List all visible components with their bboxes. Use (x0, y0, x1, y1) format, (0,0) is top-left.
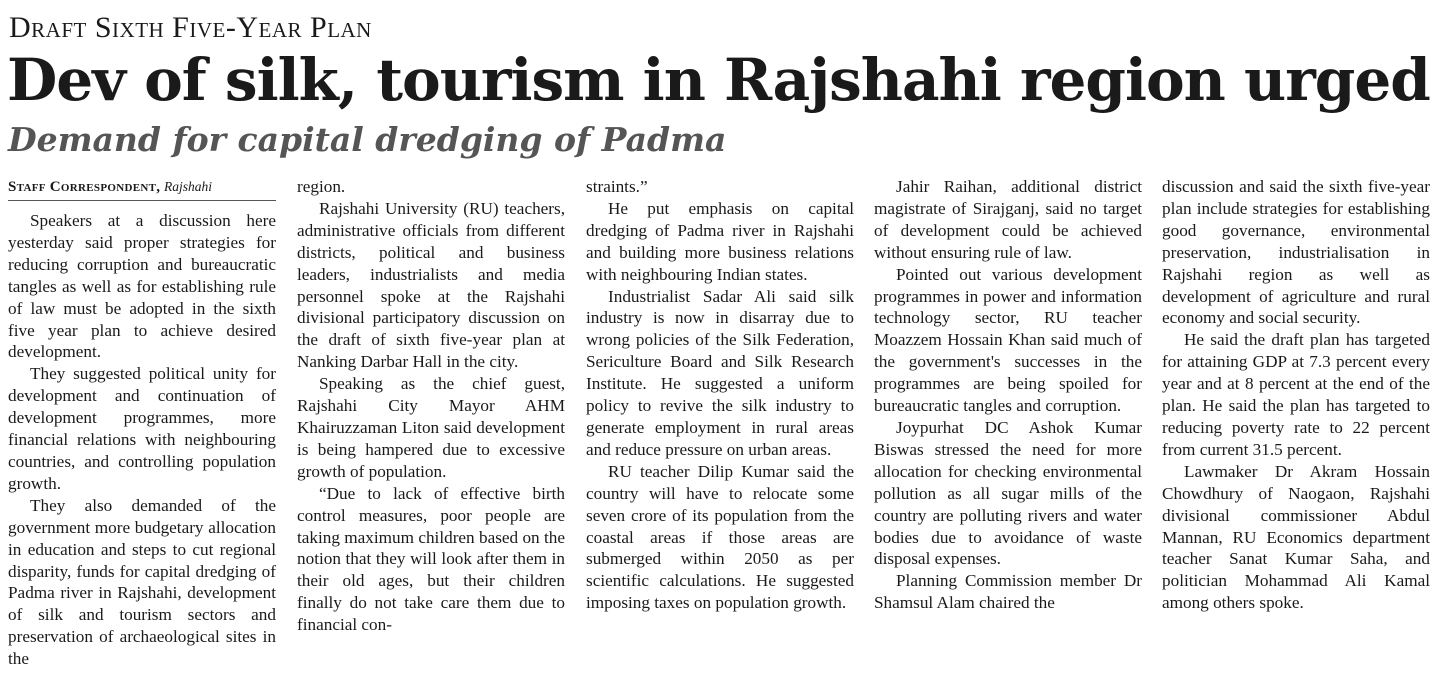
paragraph: Industrialist Sadar Ali said silk industry is now in disarray due to wrong policies of the Silk Federation, Sericulture Board and Silk Research Institute. He suggested a uniform policy to revive the silk industry to generate employment in rural areas and reduce pressure on urban areas. (586, 286, 854, 459)
byline (8, 176, 276, 201)
paragraph: They also demanded of the government more budgetary allocation in education and steps to cut regional disparity, funds for capital dredging of Padma river in Rajshahi, development of silk and tourism sectors and preservation of archaeological sites in the (8, 495, 276, 669)
paragraph: Jahir Raihan, additional district magistrate of Sirajganj, said no target of development could be achieved without ensuring rule of law. (874, 177, 1142, 262)
column-3 (586, 176, 854, 682)
paragraph: He said the draft plan has targeted for attaining GDP at 7.3 percent every year and at 8 percent at the end of the plan. He said the plan has targeted to reducing poverty rate to 22 percent from current 31.5 percent. (1162, 330, 1430, 459)
paragraph: Lawmaker Dr Akram Hossain Chowdhury of Naogaon, Rajshahi divisional commissioner Abdul Mannan, RU Economics department teacher Sanat Kumar Saha, and politician Mohammad Ali Kamal among others spoke. (1162, 461, 1430, 613)
paragraph: Joypurhat DC Ashok Kumar Biswas stressed the need for more allocation for checking environmental pollution as all sugar mills of the country are polluting rivers and water bodies due to avoidance of waste disposal expenses. (874, 417, 1142, 569)
byline-name: Staff Correspondent, (8, 179, 161, 195)
column-5 (1162, 176, 1430, 682)
paragraph: He put emphasis on capital dredging of Padma river in Rajshahi and building more business relations with neighbouring Indian states. (586, 198, 854, 284)
paragraph: Planning Commission member Dr Shamsul Alam chaired the (874, 571, 1142, 613)
subheadline: Demand for capital dredging of Padma (8, 120, 727, 159)
column-2 (297, 176, 565, 682)
paragraph: Pointed out various development programmes in power and information technology sector, RU teacher Moazzem Hossain Khan said much of the government's successes in the programmes are being spoiled for bureaucratic tangles and corruption. (874, 264, 1142, 416)
paragraph-continued: discussion and said the sixth five-year plan include strategies for establishing good governance, environmental preservation, industrialisation in Rajshahi region as well as development of agriculture and rural economy and social security. (1162, 177, 1430, 328)
byline-place: Rajshahi (164, 179, 213, 194)
column-4 (874, 176, 1142, 682)
paragraph: They suggested political unity for development and continuation of development programmes, more financial relations with neighbouring countries, and controlling population growth. (8, 364, 276, 493)
paragraph-continued: straints.” (586, 177, 648, 196)
kicker: Draft Sixth Five-Year Plan (9, 11, 372, 44)
paragraph: Speakers at a discussion here yesterday said proper strategies for reducing corruption and bureaucratic tangles as well as for establishing rule of law must be adopted in the sixth five year plan to achieve desired development. (8, 211, 276, 362)
paragraph: “Due to lack of effective birth control measures, poor people are taking maximum children based on the notion that they will look after them in their old ages, but their children finally do not take care them due to financial con- (297, 483, 565, 635)
headline: Dev of silk, tourism in Rajshahi region urged (7, 46, 1430, 114)
paragraph: RU teacher Dilip Kumar said the country will have to relocate some seven crore of its population from the coastal areas if those areas are submerged within 2050 as per scientific calculations. He suggested imposing taxes on population growth. (586, 461, 854, 613)
paragraph: Rajshahi University (RU) teachers, administrative officials from different districts, political and business leaders, industrialists and media personnel spoke at the Rajshahi divisional participatory discussion on the draft of sixth five-year plan at Nanking Darbar Hall in the city. (297, 198, 565, 372)
paragraph: Speaking as the chief guest, Rajshahi City Mayor AHM Khairuzzaman Liton said development is being hampered due to excessive growth of population. (297, 374, 565, 481)
paragraph-continued: region. (297, 177, 346, 196)
column-1 (8, 176, 276, 682)
